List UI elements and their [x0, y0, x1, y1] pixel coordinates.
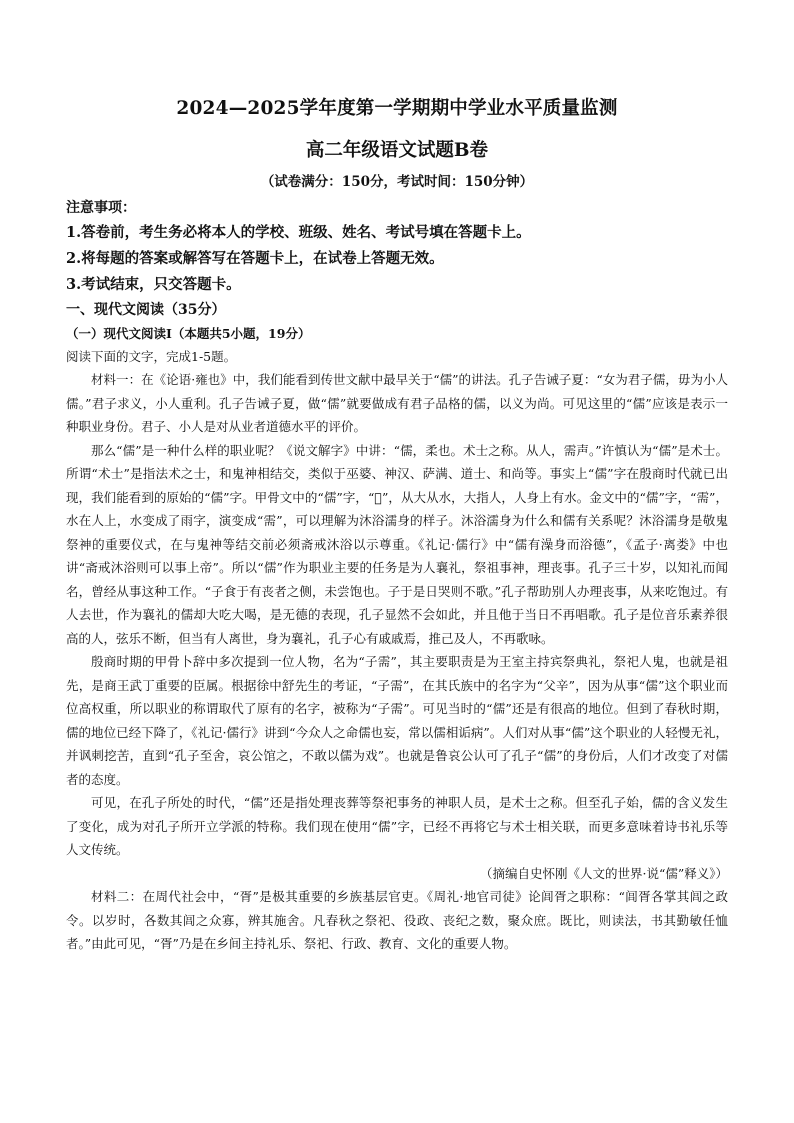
exam-info: （试卷满分：150分，考试时间：150分钟） — [260, 174, 534, 190]
notice-item-2: 2.将每题的答案或解答写在答题卡上，在试卷上答题无效。 — [66, 250, 444, 267]
notice-item-1: 1.答卷前，考生务必将本人的学校、班级、姓名、考试号填在答题卡上。 — [66, 224, 531, 241]
material2-paragraph: 材料二：在周代社会中，“胥”是极其重要的乡族基层官吏。《周礼·地官司徒》论闾胥之职称：“闾胥各掌其闾之政令。以岁时，各数其闾之众寡，辨其施舍。凡春秋之祭祀、役政、丧纪之数，聚众庶。既比，则读法，书其勤敏任恤者。”由此可见，“胥”乃是在乡间主持礼乐、祭祀、行政、教育、文化的重要人物。 — [66, 889, 728, 951]
material1-paragraph-2: 那么“儒”是一种什么样的职业呢？《说文解字》中讲：“儒，柔也。术士之称。从人，需声。”许慎认为“儒”是术士。所谓“术士”是指法术之士，和鬼神相结交，类似于巫婆、神汉、萨满、道士、和尚等。事实上“儒”字在殷商时代就已出现，我们能看到的原始的“儒”字。甲骨文中的“儒”字，“𠆧”，从大从水，大指人，人身上有水。金文中的“儒”字，“需”，水在人上，水变成了雨字，演变成“需”，可以理解为沐浴濡身的样子。沐浴濡身为什么和儒有关系呢？沐浴濡身是敬鬼祭神的重要仪式，在与鬼神等结交前必须斋戒沐浴以示尊重。《礼记·儒行》中“儒有澡身而浴德”，《孟子·离娄》中也讲“斋戒沐浴则可以事上帝”。所以“儒”作为职业主要的任务是为人襄礼，祭祖事神，理丧事。孔子三十岁，以知礼而闻名，曾经从事这种工作。“子食于有丧者之侧，未尝饱也。子于是日哭则不歌。”孔子帮助别人办理丧事，从来吃饱过。有人去世，作为襄礼的儒却大吃大喝，是无德的表现，孔子显然不会如此，并且他于当日不再唱歌。孔子是位音乐素养很高的人，弦乐不断，但当有人离世，身为襄礼，孔子心有戚戚焉，推己及人，不再歌咏。 — [66, 442, 728, 646]
material1-paragraph-3: 殷商时期的甲骨卜辞中多次提到一位人物，名为“子需”，其主要职责是为王室主持宾祭典礼，祭祀人鬼，也就是祖先，是商王武丁重要的臣属。根据徐中舒先生的考证，“子需”，在其氏族中的名字为“父辛”，因为从事“儒”这个职业而位高权重，所以职业的称谓取代了原有的名字，被称为“子需”。可见当时的“儒”还是有很高的地位。但到了春秋时期，儒的地位已经下降了，《礼记·儒行》讲到“今众人之命儒也妄，常以儒相诟病”。人们对从事“儒”这个职业的人轻慢无礼，并讽刺挖苦，直到“孔子至舍，哀公馆之，不敢以儒为戏”。也就是鲁哀公认可了孔子“儒”的身份后，人们才改变了对儒者的态度。 — [66, 654, 728, 787]
section-subheading: （一）现代文阅读Ⅰ（本题共5小题，19分） — [66, 326, 311, 341]
reading-instruction: 阅读下面的文字，完成1-5题。 — [66, 349, 237, 364]
section-heading: 一、现代文阅读（35分） — [66, 302, 226, 318]
exam-title: 2024—2025学年度第一学期期中学业水平质量监测 — [176, 98, 618, 119]
notice-heading: 注意事项： — [66, 200, 136, 216]
material1-source: （摘编自史怀刚《人文的世界·说“儒”释义》） — [479, 865, 728, 881]
exam-subtitle: 高二年级语文试题B卷 — [305, 140, 489, 161]
material1-paragraph-1: 材料一：在《论语·雍也》中，我们能看到传世文献中最早关于“儒”的讲法。孔子告诫子夏：“女为君子儒，毋为小人儒。”君子求义，小人重利。孔子告诫子夏，做“儒”就要做成有君子品格的儒，以义为尚。可见这里的“儒”应该是表示一种职业身份。君子、小人是对从业者道德水平的评价。 — [66, 372, 728, 434]
notice-item-3: 3.考试结束，只交答题卡。 — [66, 276, 241, 293]
material1-paragraph-4: 可见，在孔子所处的时代，“儒”还是指处理丧葬等祭祀事务的神职人员，是术士之称。但至孔子始，儒的含义发生了变化，成为对孔子所开立学派的特称。我们现在使用“儒”字，已经不再将它与术士相关联，而更多意味着诗书礼乐等人文传统。 — [66, 795, 728, 857]
